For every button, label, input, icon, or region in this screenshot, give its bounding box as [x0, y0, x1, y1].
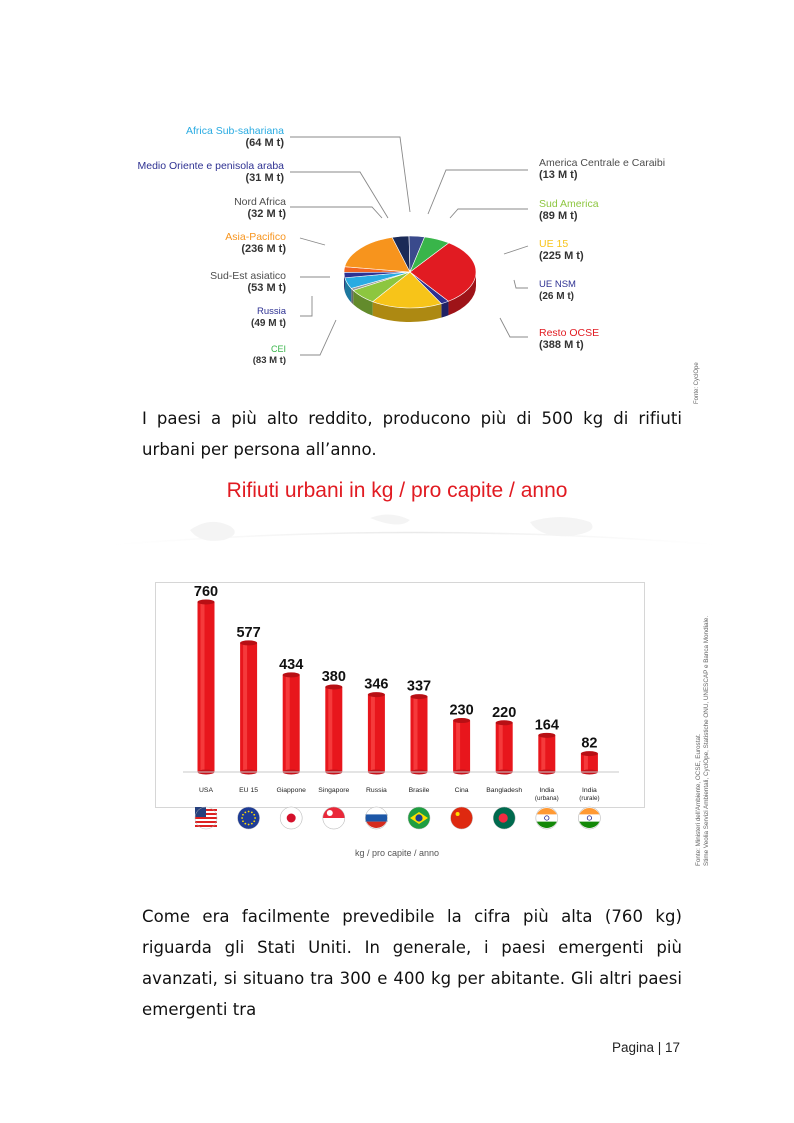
bar-category-label: EU 15	[239, 787, 259, 794]
singapore-flag-icon	[323, 807, 345, 829]
bar-source-line2: Stime Veolia Servizi Ambientali, CyclOpe, Statistiche ONU, UNESCAP e Banca Mondiale.	[703, 615, 710, 866]
pie-label-name: America Centrale e Caraibi	[539, 157, 666, 169]
bar-category-label: USA	[199, 787, 213, 794]
pie-label-name: Asia-Pacifico	[225, 231, 286, 243]
bar-chart-xlabel: kg / pro capite / anno	[354, 848, 440, 858]
pie-label-ue-15	[539, 238, 584, 262]
bar-category-label: Cina	[454, 787, 469, 794]
pie-leader-line	[514, 280, 528, 288]
pie-label-russia	[251, 306, 286, 330]
bar-highlight	[541, 735, 545, 772]
pie-leader-line	[300, 296, 312, 316]
bar-top	[240, 640, 257, 645]
bar-5	[411, 697, 428, 772]
bar-highlight	[456, 721, 460, 772]
bar-highlight	[243, 643, 247, 772]
pie-label-sud-america	[539, 198, 599, 222]
pie-leader-line	[290, 172, 388, 218]
pie-label-name: Sud America	[539, 198, 599, 210]
bar-value-label: 220	[492, 704, 517, 721]
bar-value-label: 230	[449, 702, 474, 719]
world-map-decoration	[110, 500, 720, 560]
paragraph-intro: I paesi a più alto reddito, producono più di 500 kg di rifiuti urbani per persona all’anno.	[142, 409, 682, 459]
pie-label-name: Russia	[256, 306, 286, 317]
bar-chart-title: Rifiuti urbani in kg / pro capite / anno	[226, 479, 568, 502]
pie-label-value: (26 M t)	[539, 291, 574, 302]
pie-leader-line	[500, 318, 528, 337]
bar-value-label: 577	[236, 624, 261, 641]
bar-chart	[155, 582, 645, 808]
bar-category-label: India	[582, 787, 597, 794]
bar-top	[283, 672, 300, 677]
bangladesh-flag-icon	[493, 807, 515, 829]
bar-chart-svg	[155, 582, 645, 808]
pie-leader-line	[290, 207, 382, 218]
pie-label-name: Africa Sub-sahariana	[185, 125, 284, 137]
bar-9	[581, 754, 598, 772]
pie-leader-line	[300, 320, 336, 355]
bar-highlight	[414, 697, 418, 772]
us-flag-icon	[195, 807, 217, 829]
pie-label-value: (89 M t)	[539, 210, 578, 222]
eu-flag-icon	[238, 807, 260, 829]
bar-0	[198, 602, 215, 772]
bar-highlight	[371, 695, 375, 772]
bar-top	[581, 751, 598, 756]
pie-label-africa-sub-sahariana	[186, 125, 284, 149]
bar-highlight	[328, 687, 332, 772]
pie-label-value: (49 M t)	[251, 318, 286, 329]
bar-value-label: 82	[581, 735, 598, 752]
bar-category-label: Brasile	[408, 787, 430, 794]
pie-label-value: (388 M t)	[539, 339, 584, 351]
bar-source	[695, 616, 711, 866]
paragraph-analysis: Come era facilmente prevedibile la cifra più alta (760 kg) riguarda gli Stati Uniti. In generale, i paesi emergenti più avanzati, si situano tra 300 e 400 kg per abitante. Gli altri paesi emergenti tra	[142, 907, 682, 1019]
bar-value-label: 434	[279, 656, 304, 673]
pie-leader-line	[504, 246, 528, 254]
bar-8	[538, 735, 555, 772]
pie-slice-side	[351, 288, 353, 304]
pie-label-value: (83 M t)	[252, 355, 286, 366]
bar-highlight	[201, 602, 205, 772]
bar-4	[368, 695, 385, 772]
bar-value-label: 346	[364, 676, 389, 693]
bar-top	[368, 692, 385, 697]
bar-value-label: 164	[534, 717, 559, 734]
bar-category-label: Giappone	[276, 787, 306, 794]
pie-label-value: (31 M t)	[245, 172, 284, 184]
bar-value-label: 337	[406, 678, 432, 695]
pie-label-value: (13 M t)	[539, 169, 578, 181]
pie-label-resto-ocse	[539, 327, 599, 351]
pie-leader-line	[290, 137, 410, 212]
bar-category-label: Bangladesh	[486, 787, 523, 794]
pie-label-value: (53 M t)	[247, 282, 286, 294]
pie-label-cei	[253, 343, 286, 367]
bar-category-label-line2: (rurale)	[579, 795, 600, 802]
pie-label-value: (236 M t)	[241, 243, 286, 255]
russia-flag-icon	[365, 807, 387, 829]
bar-category-label: India	[539, 787, 555, 794]
bar-top	[538, 733, 555, 738]
bar-top	[325, 685, 342, 690]
pie-label-name: UE NSM	[539, 279, 576, 290]
pie-label-value: (225 M t)	[539, 250, 584, 262]
pie-leader-line	[450, 209, 528, 218]
bar-2	[283, 675, 300, 772]
bar-top	[453, 718, 470, 723]
page-number: Pagina | 17	[611, 1040, 680, 1055]
bar-category-label-line2: (urbana)	[534, 795, 559, 802]
bar-category-label: Russia	[366, 787, 387, 794]
india-flag-icon	[536, 807, 558, 829]
pie-leader-line	[300, 238, 325, 245]
bar-highlight	[499, 723, 503, 772]
bar-top	[496, 720, 513, 725]
bar-top	[198, 600, 215, 605]
pie-leader-line	[428, 170, 528, 214]
bar-value-label: 760	[193, 584, 219, 600]
bar-category-label: Singapore	[318, 787, 350, 794]
pie-label-nord-africa	[234, 196, 286, 220]
pie-slices	[344, 236, 476, 322]
pie-label-name: Resto OCSE	[539, 327, 600, 339]
pie-label-value: (64 M t)	[245, 137, 284, 149]
pie-label-name: CEI	[270, 344, 286, 354]
bar-1	[240, 643, 257, 772]
pie-label-name: Medio Oriente e penisola araba	[137, 160, 284, 172]
pie-source: Fonte: CyclOpe	[694, 362, 700, 404]
bar-highlight	[286, 675, 290, 772]
bar-7	[496, 723, 513, 772]
pie-label-value: (32 M t)	[247, 208, 286, 220]
pie-label-medio-oriente	[137, 160, 284, 184]
bar-6	[453, 721, 470, 772]
pie-label-name: Nord Africa	[234, 196, 286, 208]
china-flag-icon	[451, 807, 473, 829]
pie-label-america-centrale	[539, 157, 665, 181]
bar-top	[411, 694, 428, 699]
pie-slice-side	[441, 301, 448, 317]
pie-label-ue-nsm	[539, 279, 576, 303]
bar-value-label: 380	[321, 669, 346, 685]
pie-label-asia-pacifico	[225, 231, 286, 255]
japan-flag-icon	[280, 807, 302, 829]
bar-3	[325, 687, 342, 772]
flags-row	[155, 802, 645, 836]
pie-chart-svg	[0, 0, 794, 400]
bar-highlight	[584, 754, 588, 772]
india-flag-icon	[578, 807, 600, 829]
bar-chart-frame	[156, 583, 645, 808]
bar-source-line1: Fonte: Ministeri dell'Ambiente, OCSE, Eurostat.	[695, 733, 702, 866]
pie-label-name: Sud-Est asiatico	[210, 270, 286, 282]
brazil-flag-icon	[408, 807, 430, 829]
pie-label-name: UE 15	[539, 238, 569, 250]
pie-label-sud-est-asiatico	[210, 270, 286, 294]
